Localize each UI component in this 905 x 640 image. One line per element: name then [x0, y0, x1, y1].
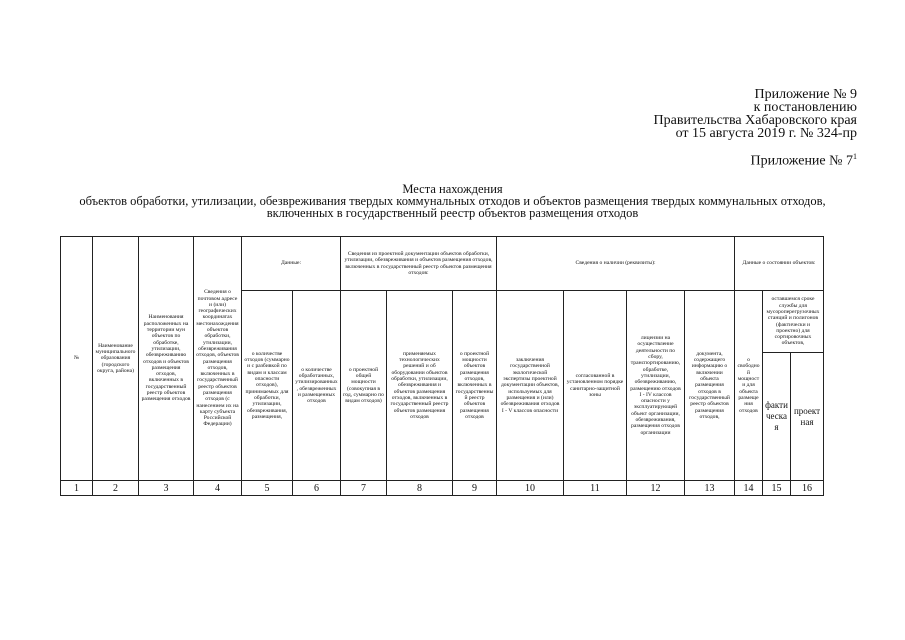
group-header-availability: Сведения о наличии (реквизиты): [497, 237, 735, 291]
col-header-free-capacity: о свободной мощности для объекта размещения отходов [735, 291, 763, 481]
column-number: 11 [564, 481, 627, 496]
column-number: 15 [763, 481, 791, 496]
group-header-data: Данные: [242, 237, 341, 291]
title-line-3: включенных в государственный реестр объектов размещения отходов [266, 206, 639, 220]
column-number: 2 [93, 481, 139, 496]
col-header-eco-expertise: заключения государственной экологической экспертизы проектной документации объектов, используемых для размещения и (или) обезвреживания отходов I - V классов опасности [497, 291, 564, 481]
col-header-number: № [61, 237, 93, 481]
col-header-actual: фактическая [763, 353, 791, 481]
column-number: 16 [791, 481, 824, 496]
appendix-line: Правительства Хабаровского края [653, 113, 857, 128]
col-header-object-names: Наименования расположенных на территории мун объектов по обработке, утилизации, обезвреживанию отходов и объектов размещения отходов, включенных в государственный реестр объектов размещения отходов [139, 237, 194, 481]
title-line-2: объектов обработки, утилизации, обезвреживания твердых коммунальных отходов и объектов размещения твердых коммунальных отходов, [79, 194, 826, 208]
col-header-address: Сведения о почтовом адресе и (или) географических координатах местонахождения объектов обработки, утилизации, обезвреживания отходов, объектов размещения отходов, включенных в государственный реестр объектов размещения отходов (с нанесением их на карту субъекта Российской Федерации) [194, 237, 242, 481]
column-number: 7 [341, 481, 387, 496]
col-header-sanitary-zone: согласованной в установленном порядке санитарно-защитной зоны [564, 291, 627, 481]
appendix-line: к постановлению [753, 100, 857, 115]
column-number: 4 [194, 481, 242, 496]
document-title [40, 183, 865, 219]
appendix-line: от 15 августа 2019 г. № 324-пр [675, 126, 857, 141]
col-header-technology: применяемых технологических решений и об оборудовании объектов обработки, утилизации, обезвреживания и объектов размещения отходов, включенных в государственный реестр объектов размещения отходов [387, 291, 453, 481]
column-number: 5 [242, 481, 293, 496]
column-number: 14 [735, 481, 763, 496]
appendix-7-label [751, 152, 858, 170]
column-number: 1 [61, 481, 93, 496]
col-header-design-capacity: о проектной общей мощности (совокупная в год, суммарно по видам отходов) [341, 291, 387, 481]
col-header-planned: проектная [791, 353, 824, 481]
col-header-registry-doc: документа, содержащего информацию о включении объекта размещения отходов в государственный реестр объектов размещения отходов, [685, 291, 735, 481]
col-header-license: лицензии на осуществление деятельности по сбору, транспортированию, обработке, утилизации, обезвреживанию, размещению отходов I - IV классов опасности у эксплуатирующей объект организации, обезвреживания, размещения отходов организации [627, 291, 685, 481]
column-number: 8 [387, 481, 453, 496]
group-header-service-life: оставшемся сроке службы для мусороперегрузочных станций и полигонов (фактически и проектно) для сортировочных объектов, [763, 291, 824, 353]
column-number-row [61, 481, 824, 496]
title-line-1: Места нахождения [402, 182, 503, 196]
column-number: 13 [685, 481, 735, 496]
column-number: 10 [497, 481, 564, 496]
column-number: 6 [293, 481, 341, 496]
appendix-block [654, 88, 857, 140]
col-header-placement-capacity: о проектной мощности объектов размещения отходов, включенных в государственный реестр объектов размещения отходов [453, 291, 497, 481]
appendix-7-superscript: 1 [853, 152, 857, 161]
group-header-state: Данные о состоянии объектов: [735, 237, 824, 291]
column-number: 12 [627, 481, 685, 496]
col-header-municipality: Наименование муниципального образования (городского округа, района) [93, 237, 139, 481]
group-header-project-docs: Сведения из проектной документации объектов обработки, утилизации, обезвреживания и объектов размещения отходов, включенных в государственный реестр объектов размещения отходов: [341, 237, 497, 291]
col-header-waste-accepted: о количестве отходов (суммарно и с разбивкой по видам и классам опасности отходов), принимаемых для обработки, утилизации, обезвреживания, размещения, [242, 291, 293, 481]
column-number: 3 [139, 481, 194, 496]
waste-objects-table [60, 236, 824, 496]
appendix-line: Приложение № 9 [754, 87, 857, 102]
appendix-7-text: Приложение № 7 [750, 153, 853, 169]
column-number: 9 [453, 481, 497, 496]
col-header-waste-processed: о количестве обработанных, утилизированных, обезвреженных и размещенных отходов [293, 291, 341, 481]
